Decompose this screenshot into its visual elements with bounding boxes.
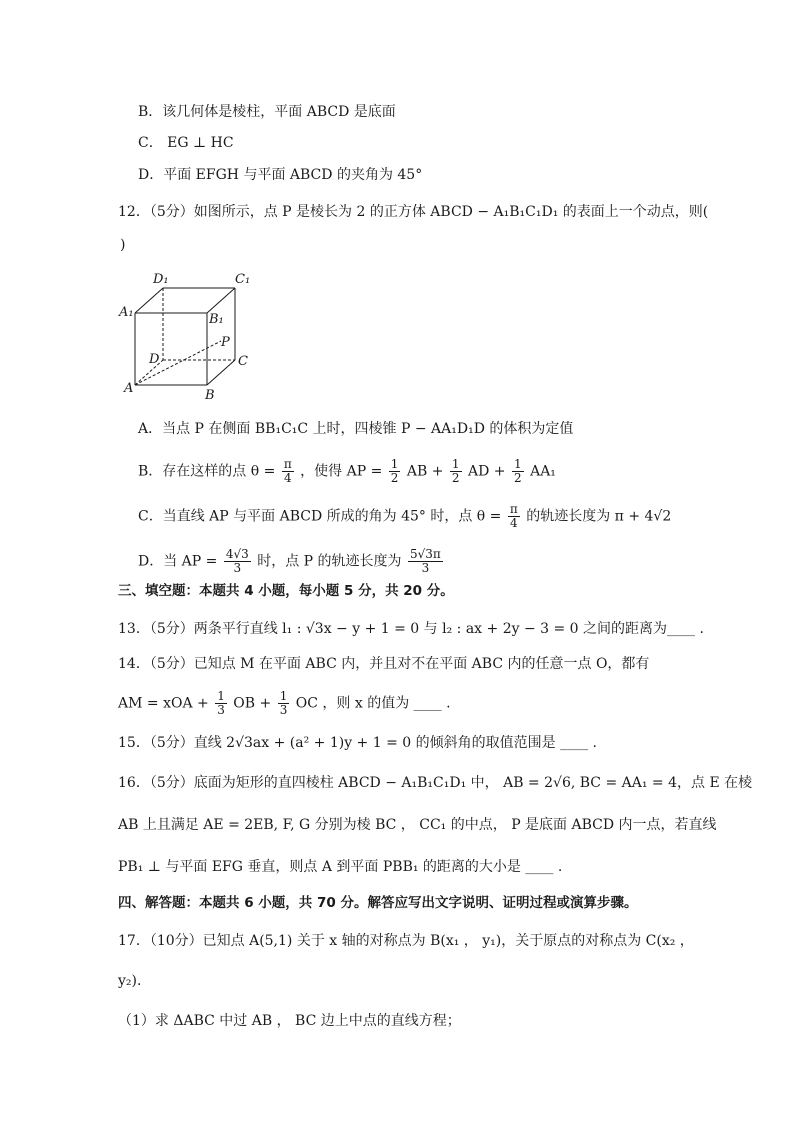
label-a1: A₁ bbox=[119, 305, 134, 320]
edge-b1-c1 bbox=[207, 288, 235, 313]
question-16-line3: PB₁ ⊥ 与平面 EFG 垂直，则点 A 到平面 PBB₁ 的距离的大小是 ____ . bbox=[118, 859, 563, 875]
q14-text-a: AM = xOA + bbox=[118, 695, 209, 712]
fraction-num: 1 bbox=[390, 457, 399, 471]
question-12-line2: ) bbox=[120, 237, 126, 253]
section-4-heading: 四、解答题：本题共 6 小题，共 70 分。解答应写出文字说明、证明过程或演算步骤。 bbox=[118, 895, 638, 911]
fraction-den: 3 bbox=[217, 703, 225, 717]
fraction-num: π bbox=[509, 502, 518, 516]
vector-ab: AB + bbox=[406, 463, 444, 480]
fraction-num: π bbox=[283, 457, 292, 471]
fraction-half-1 bbox=[389, 458, 401, 485]
fraction-den: 2 bbox=[390, 471, 399, 485]
fraction-den: 3 bbox=[279, 703, 288, 717]
section-3-heading: 三、填空题：本题共 4 小题，每小题 5 分，共 20 分。 bbox=[118, 583, 454, 599]
option-d-q12 bbox=[138, 548, 445, 575]
option-b-q12 bbox=[138, 458, 556, 485]
cube-figure bbox=[115, 268, 260, 403]
q14-text-b: OB + bbox=[233, 695, 272, 712]
vector-ad: AD + bbox=[468, 463, 506, 480]
option-c-q12 bbox=[138, 503, 671, 530]
option-d-text-b: 时，点 P 的轨迹长度为 bbox=[257, 553, 402, 570]
q14-text-c: OC ，则 x 的值为 ____ . bbox=[295, 695, 451, 712]
fraction-den: 3 bbox=[233, 561, 242, 575]
question-14-line2 bbox=[118, 690, 451, 717]
segment-a-p-hidden bbox=[135, 341, 221, 385]
fraction-den: 4 bbox=[510, 516, 518, 530]
label-b1: B₁ bbox=[209, 312, 224, 327]
fraction-pi-over-4 bbox=[508, 503, 520, 530]
label-c1: C₁ bbox=[235, 272, 251, 287]
vector-aa1: AA₁ bbox=[530, 463, 556, 480]
fraction-den: 4 bbox=[283, 471, 292, 485]
question-12-line1: 12．（5分）如图所示，点 P 是棱长为 2 的正方体 ABCD − A₁B₁C₁D₁ 的表面上一个动点，则( bbox=[118, 204, 709, 220]
edge-b-c bbox=[207, 360, 235, 385]
fraction-num: 4√3 bbox=[225, 547, 249, 561]
question-16-line2: AB 上且满足 AE = 2EB, F, G 分别为棱 BC ， CC₁ 的中点， P 是底面 ABCD 内一点，若直线 bbox=[118, 817, 717, 833]
question-17-part1: （1）求 ΔABC 中过 AB ， BC 边上中点的直线方程； bbox=[118, 1013, 461, 1029]
fraction-half-3 bbox=[512, 458, 524, 485]
label-c: C bbox=[238, 354, 248, 369]
fraction-num: 5√3π bbox=[410, 547, 441, 561]
fraction-den: 2 bbox=[451, 471, 460, 485]
fraction-pi-over-4 bbox=[282, 458, 294, 485]
label-d: D bbox=[149, 352, 160, 367]
label-a: A bbox=[124, 381, 134, 396]
fraction-num: 1 bbox=[279, 689, 288, 703]
fraction-4root3-over-3 bbox=[224, 548, 251, 575]
option-d-q11: D．平面 EFGH 与平面 ABCD 的夹角为 45° bbox=[138, 167, 423, 183]
fraction-one-third-1 bbox=[215, 690, 227, 717]
fraction-den: 2 bbox=[513, 471, 522, 485]
fraction-num: 1 bbox=[217, 689, 225, 703]
label-p: P bbox=[221, 335, 230, 350]
question-13: 13．（5分）两条平行直线 l₁ : √3x − y + 1 = 0 与 l₂ : ax + 2y − 3 = 0 之间的距离为____ . bbox=[118, 621, 704, 637]
option-d-text-a: D．当 AP = bbox=[138, 553, 218, 570]
option-c-text-b: 的轨迹长度为 π + 4√2 bbox=[526, 508, 672, 525]
fraction-den: 3 bbox=[421, 561, 430, 575]
fraction-num: 1 bbox=[513, 457, 522, 471]
label-b: B bbox=[205, 388, 215, 403]
edge-a1-d1 bbox=[135, 288, 163, 313]
question-15: 15．（5分）直线 2√3ax + (a² + 1)y + 1 = 0 的倾斜角的取值范围是 ____ . bbox=[118, 735, 597, 751]
question-17-line1: 17．（10分）已知点 A(5,1) 关于 x 轴的对称点为 B(x₁ ， y₁)，关于原点的对称点为 C(x₂ ， bbox=[118, 933, 694, 949]
fraction-5root3pi-over-3 bbox=[408, 548, 443, 575]
fraction-one-third-2 bbox=[278, 690, 290, 717]
option-a-q12: A．当点 P 在侧面 BB₁C₁C 上时，四棱锥 P − AA₁D₁D 的体积为定值 bbox=[138, 421, 574, 437]
question-16-line1: 16．（5分）底面为矩形的直四棱柱 ABCD − A₁B₁C₁D₁ 中， AB = 2√6, BC = AA₁ = 4，点 E 在棱 bbox=[118, 775, 753, 791]
fraction-half-2 bbox=[450, 458, 462, 485]
option-b-text-a: B．存在这样的点 θ = bbox=[138, 463, 276, 480]
label-d1: D₁ bbox=[153, 272, 169, 287]
option-b-text-b: ，使得 AP = bbox=[300, 463, 383, 480]
question-17-line2: y₂)． bbox=[118, 973, 151, 989]
option-b-q11: B．该几何体是棱柱，平面 ABCD 是底面 bbox=[138, 104, 396, 120]
question-14-line1: 14．（5分）已知点 M 在平面 ABC 内，并且对不在平面 ABC 内的任意一点 O，都有 bbox=[118, 656, 650, 672]
option-c-text-a: C．当直线 AP 与平面 ABCD 所成的角为 45° 时，点 θ = bbox=[138, 508, 502, 525]
fraction-num: 1 bbox=[451, 457, 460, 471]
option-c-q11: C． EG ⊥ HC bbox=[138, 135, 234, 151]
